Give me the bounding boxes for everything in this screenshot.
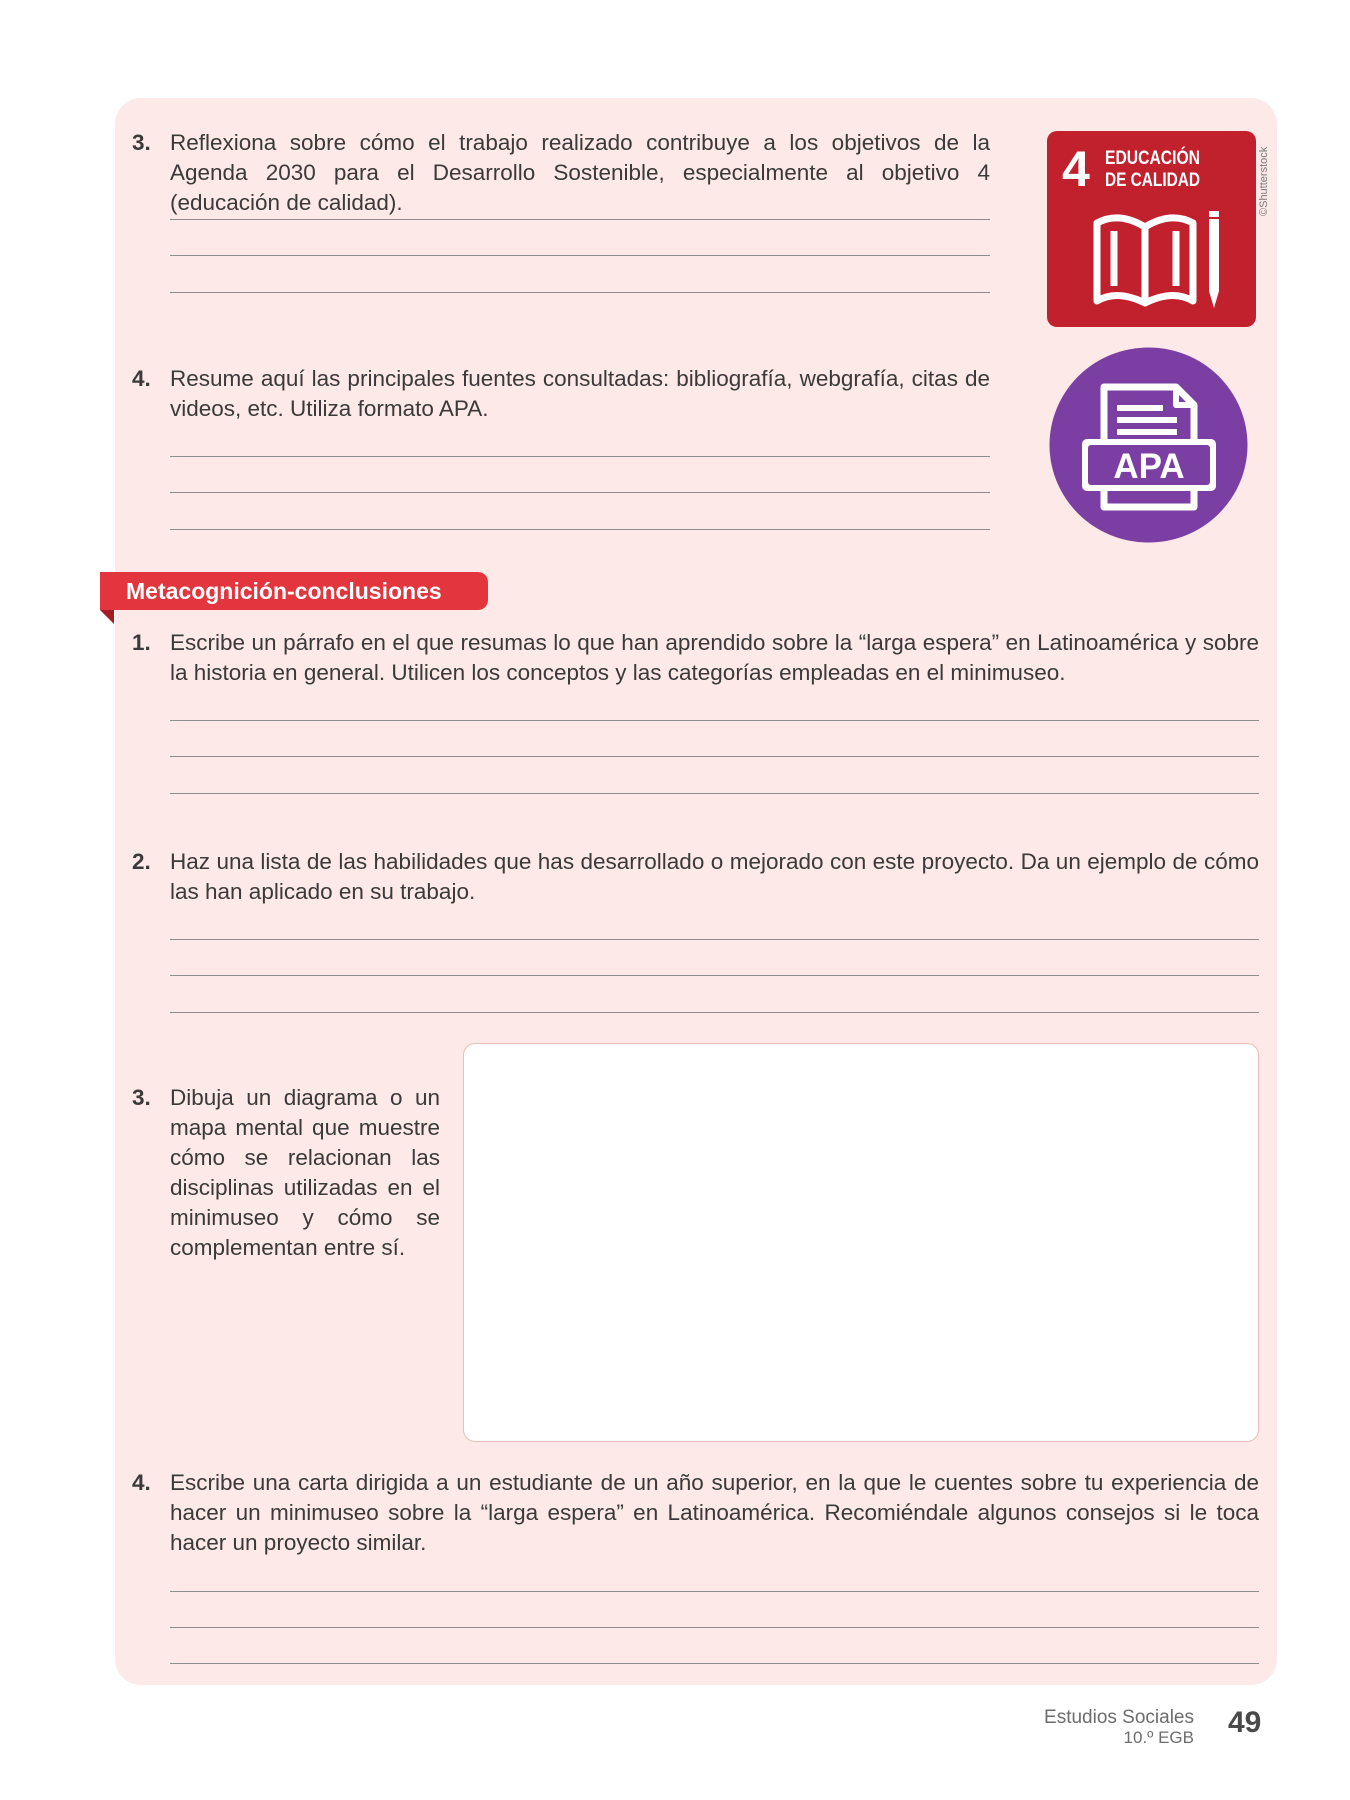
answer-line[interactable] <box>170 529 990 530</box>
sdg-title-line1: EDUCACIÓN <box>1105 148 1221 169</box>
meta-question-4 <box>132 1468 1259 1558</box>
question-text: Resume aquí las principales fuentes consultadas: bibliografía, webgrafía, citas de videos, etc. Utiliza formato APA. <box>170 366 990 421</box>
answer-line[interactable] <box>170 255 990 256</box>
question-text: Escribe una carta dirigida a un estudiante de un año superior, en la que le cuentes sobre tu experiencia de hacer un minimuseo sobre la “larga espera” en Latinoamérica. Recomiéndale algunos consejos si le toca hacer un proyecto similar. <box>170 1470 1259 1555</box>
answer-line[interactable] <box>170 492 990 493</box>
apa-format-icon <box>1049 347 1248 543</box>
answer-line[interactable] <box>170 1012 1259 1013</box>
meta-question-3 <box>132 1083 440 1263</box>
answer-line[interactable] <box>170 219 990 220</box>
footer-grade: 10.º EGB <box>1123 1728 1194 1747</box>
question-number: 2. <box>132 849 151 874</box>
question-number: 4. <box>132 366 151 391</box>
answer-line[interactable] <box>170 756 1259 757</box>
answer-line[interactable] <box>170 456 990 457</box>
question-number: 3. <box>132 130 151 155</box>
book-pencil-icon <box>1097 218 1193 303</box>
question-text: Reflexiona sobre cómo el trabajo realizado contribuye a los objetivos de la Agenda 2030 para el Desarrollo Sostenible, especialmente al objetivo 4 (educación de calidad). <box>170 130 990 215</box>
question-number: 4. <box>132 1470 151 1495</box>
section-title-badge: Metacognición-conclusiones <box>100 572 488 610</box>
answer-line[interactable] <box>170 1627 1259 1628</box>
answer-line[interactable] <box>170 1591 1259 1592</box>
question-3-reflexiona <box>132 128 990 218</box>
sdg-4-education-icon <box>1047 131 1256 327</box>
answer-line[interactable] <box>170 975 1259 976</box>
answer-line[interactable] <box>170 720 1259 721</box>
meta-question-1 <box>132 628 1259 688</box>
question-text: Escribe un párrafo en el que resumas lo que han aprendido sobre la “larga espera” en Latinoamérica y sobre la historia en general. Utilicen los conceptos y las categorías empleadas en el minimuseo. <box>170 630 1259 685</box>
diagram-drawing-area[interactable] <box>463 1043 1259 1442</box>
page-number: 49 <box>1228 1706 1262 1739</box>
image-credit: ©Shutterstock <box>1258 146 1270 216</box>
sdg-number: 4 <box>1062 141 1090 197</box>
answer-line[interactable] <box>170 793 1259 794</box>
meta-question-2 <box>132 847 1259 907</box>
answer-line[interactable] <box>170 1663 1259 1664</box>
sdg-title-line2: DE CALIDAD <box>1105 170 1200 191</box>
question-text: Dibuja un diagrama o un mapa mental que muestre cómo se relacionan las disciplinas utilizadas en el minimuseo y cómo se complementan entre sí. <box>170 1085 440 1260</box>
question-4-fuentes <box>132 364 990 424</box>
question-number: 1. <box>132 630 151 655</box>
answer-line[interactable] <box>170 939 1259 940</box>
pencil-icon <box>1209 211 1219 308</box>
badge-fold <box>100 610 114 624</box>
question-number: 3. <box>132 1085 151 1110</box>
answer-line[interactable] <box>170 292 990 293</box>
question-text: Haz una lista de las habilidades que has desarrollado o mejorado con este proyecto. Da un ejemplo de cómo las han aplicado en su trabajo. <box>170 849 1259 904</box>
footer-subject: Estudios Sociales <box>1044 1707 1194 1728</box>
apa-label: APA <box>1113 447 1185 486</box>
